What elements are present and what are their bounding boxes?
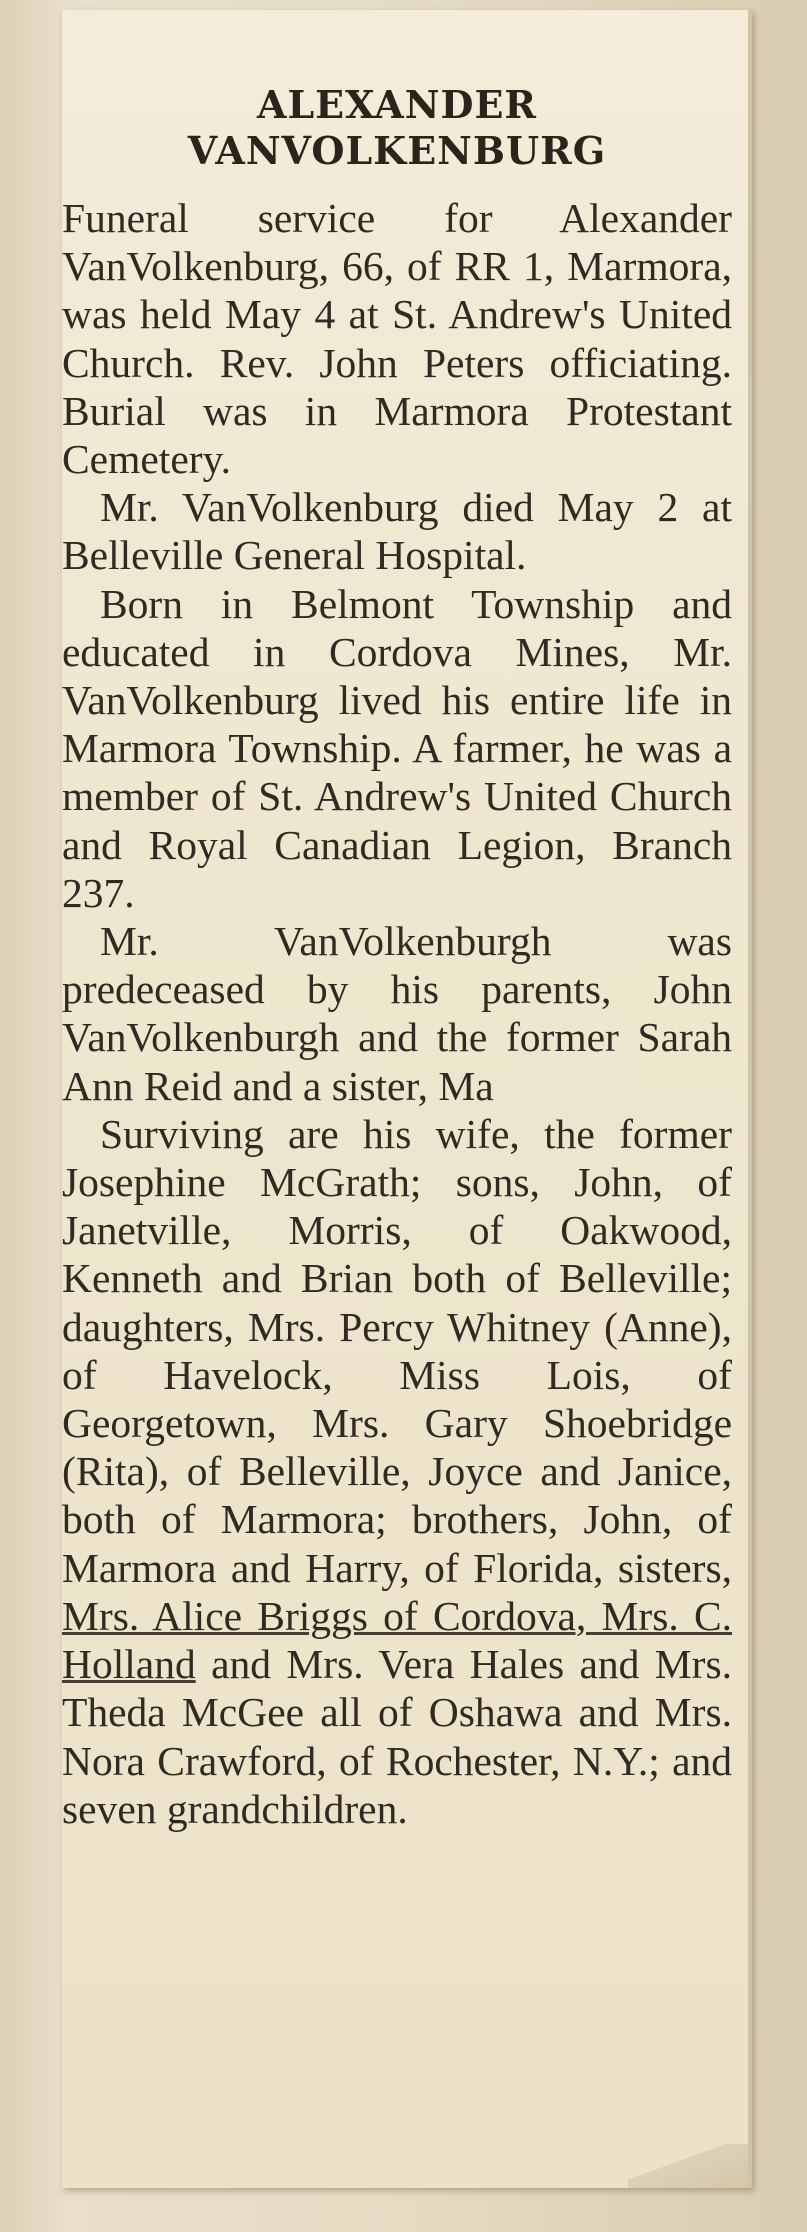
paragraph-service: Funeral service for Alexander VanVolkenburg, 66, of RR 1, Marmora, was held May 4 at St. Andrew's United Church. Rev. John Peters officiating. Burial was in Marmora Protestant Cemetery. (62, 195, 732, 483)
torn-corner (628, 2144, 748, 2188)
paragraph-biography: Born in Belmont Township and educated in Cordova Mines, Mr. VanVolkenburg lived his entire life in Marmora Township. A farmer, he was a member of St. Andrew's United Church and Royal Canadian Legion, Branch 237. (62, 580, 732, 916)
newspaper-clipping (62, 10, 752, 2188)
survivors-text: Surviving are his wife, the former Josephine McGrath; sons, John, of Janetville, Morris, of Oakwood, Kenneth and Brian both of Belleville; daughters, Mrs. Percy Whitney (Anne), of Havelock, Miss Lois, of Georgetown, Mrs. Gary Shoebridge (Rita), of Belleville, Joyce and Janice, both of Marmora; brothers, John, of Marmora and Harry, of Florida, sisters, (62, 1110, 732, 1591)
pen-underlined-names: Mrs. Alice Briggs of Cordova, Mrs. C. Holland (62, 1592, 732, 1688)
survivors-closing-text: and Mrs. Vera Hales and Mrs. Theda McGee all of Oshawa and Mrs. Nora Crawford, of Rochester, N.Y.; and seven grandchildren. (62, 1641, 732, 1832)
obituary-headline (62, 82, 732, 174)
headline-first-name: ALEXANDER (256, 82, 537, 127)
paragraph-predeceased: Mr. VanVolkenburgh was predeceased by his parents, John VanVolkenburgh and the former Sarah Ann Reid and a sister, Ma (62, 918, 732, 1109)
paragraph-death: Mr. VanVolkenburg died May 2 at Belleville General Hospital. (62, 484, 732, 579)
paragraph-survivors (62, 1110, 732, 1833)
headline-last-name: VANVOLKENBURG (187, 128, 607, 173)
